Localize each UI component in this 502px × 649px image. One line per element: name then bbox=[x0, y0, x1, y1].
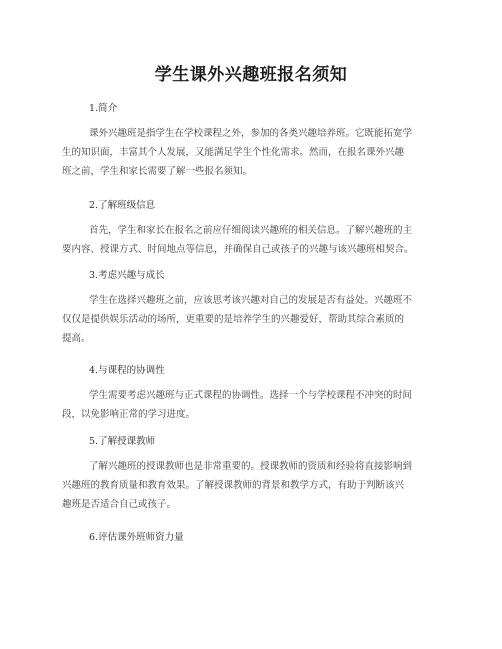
section-heading-5: 5.了解授课教师 bbox=[89, 436, 156, 447]
section-paragraph-3 bbox=[62, 291, 429, 348]
paragraph-line: 生的知识面，丰富其个人发展，又能满足学生个性化需求。然而，在报名课外兴趣 bbox=[62, 147, 405, 158]
section-paragraph-5 bbox=[62, 457, 429, 514]
paragraph-line: 了解兴趣班的授课教师也是非常重要的。授课教师的资质和经验将直接影响到 bbox=[89, 461, 413, 472]
document-title: 学生课外兴趣班报名须知 bbox=[154, 65, 348, 85]
paragraph-line: 学生需要考虑兴趣班与正式课程的协调性。选择一个与学校课程不冲突的时间 bbox=[89, 390, 413, 401]
paragraph-line: 兴趣班的教育质量和教育效果。了解授课教师的背景和教学方式，有助于判断该兴 bbox=[62, 480, 405, 491]
section-paragraph-1 bbox=[62, 124, 429, 181]
section-heading-6: 6.评估课外班师资力量 bbox=[89, 532, 184, 543]
paragraph-line: 仅仅是提供娱乐活动的场所，更重要的是培养学生的兴趣爱好，帮助其综合素质的 bbox=[62, 314, 405, 325]
section-heading-1: 1.简介 bbox=[89, 103, 118, 114]
paragraph-line: 首先，学生和家长在报名之前应仔细阅读兴趣班的相关信息。了解兴趣班的主 bbox=[89, 225, 413, 236]
paragraph-line: 要内容、授课方式、时间地点等信息，并确保自己或孩子的兴趣与该兴趣班相契合。 bbox=[62, 244, 414, 255]
paragraph-line: 段，以免影响正常的学习进度。 bbox=[62, 409, 196, 420]
section-heading-3: 3.考虑兴趣与成长 bbox=[89, 270, 165, 281]
section-paragraph-2 bbox=[62, 221, 429, 259]
paragraph-line: 课外兴趣班是指学生在学校课程之外，参加的各类兴趣培养班。它既能拓宽学 bbox=[89, 128, 413, 139]
section-paragraph-4 bbox=[62, 386, 429, 424]
section-heading-4: 4.与课程的协调性 bbox=[89, 365, 165, 376]
paragraph-line: 提高。 bbox=[62, 333, 91, 344]
paragraph-line: 趣班是否适合自己或孩子。 bbox=[62, 499, 177, 510]
paragraph-line: 班之前，学生和家长需要了解一些报名须知。 bbox=[62, 166, 253, 177]
section-heading-2: 2.了解班级信息 bbox=[89, 200, 156, 211]
paragraph-line: 学生在选择兴趣班之前，应该思考该兴趣对自己的发展是否有益处。兴趣班不 bbox=[89, 295, 413, 306]
